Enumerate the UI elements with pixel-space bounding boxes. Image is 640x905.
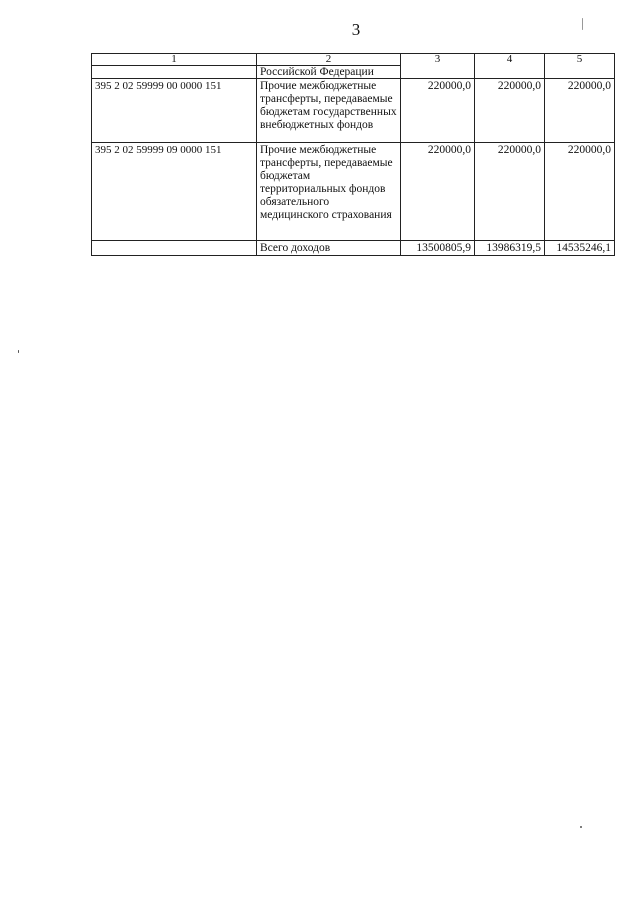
value-col-5: 220000,0 bbox=[545, 79, 615, 143]
header-col-1: 1 bbox=[92, 54, 257, 66]
value-col-3: 220000,0 bbox=[401, 143, 475, 241]
total-row bbox=[92, 241, 615, 256]
value-col-4: 220000,0 bbox=[475, 143, 545, 241]
table-row bbox=[92, 143, 615, 241]
budget-code: 395 2 02 59999 09 0000 151 bbox=[92, 143, 257, 241]
header-col-4: 4 bbox=[475, 54, 545, 79]
continued-code-cell bbox=[92, 66, 257, 79]
continued-name-cell: Российской Федерации bbox=[257, 66, 401, 79]
scan-speck bbox=[580, 826, 582, 828]
total-code-cell bbox=[92, 241, 257, 256]
value-col-5: 220000,0 bbox=[545, 143, 615, 241]
total-label: Всего доходов bbox=[257, 241, 401, 256]
header-row bbox=[92, 54, 615, 66]
page-number: 3 bbox=[351, 20, 361, 39]
value-col-3: 220000,0 bbox=[401, 79, 475, 143]
value-col-4: 220000,0 bbox=[475, 79, 545, 143]
revenue-name: Прочие межбюджетные трансферты, передаваемые бюджетам государственных внебюджетных фондов bbox=[257, 79, 401, 143]
header-col-2: 2 bbox=[257, 54, 401, 66]
budget-code: 395 2 02 59999 00 0000 151 bbox=[92, 79, 257, 143]
header-col-5: 5 bbox=[545, 54, 615, 79]
header-col-3: 3 bbox=[401, 54, 475, 79]
table-row bbox=[92, 79, 615, 143]
total-col-5: 14535246,1 bbox=[545, 241, 615, 256]
revenue-table bbox=[91, 53, 615, 256]
scan-speck bbox=[18, 350, 19, 353]
revenue-name: Прочие межбюджетные трансферты, передаваемые бюджетам территориальных фондов обязательного медицинского страхования bbox=[257, 143, 401, 241]
total-col-4: 13986319,5 bbox=[475, 241, 545, 256]
scan-speck bbox=[582, 18, 583, 30]
total-col-3: 13500805,9 bbox=[401, 241, 475, 256]
